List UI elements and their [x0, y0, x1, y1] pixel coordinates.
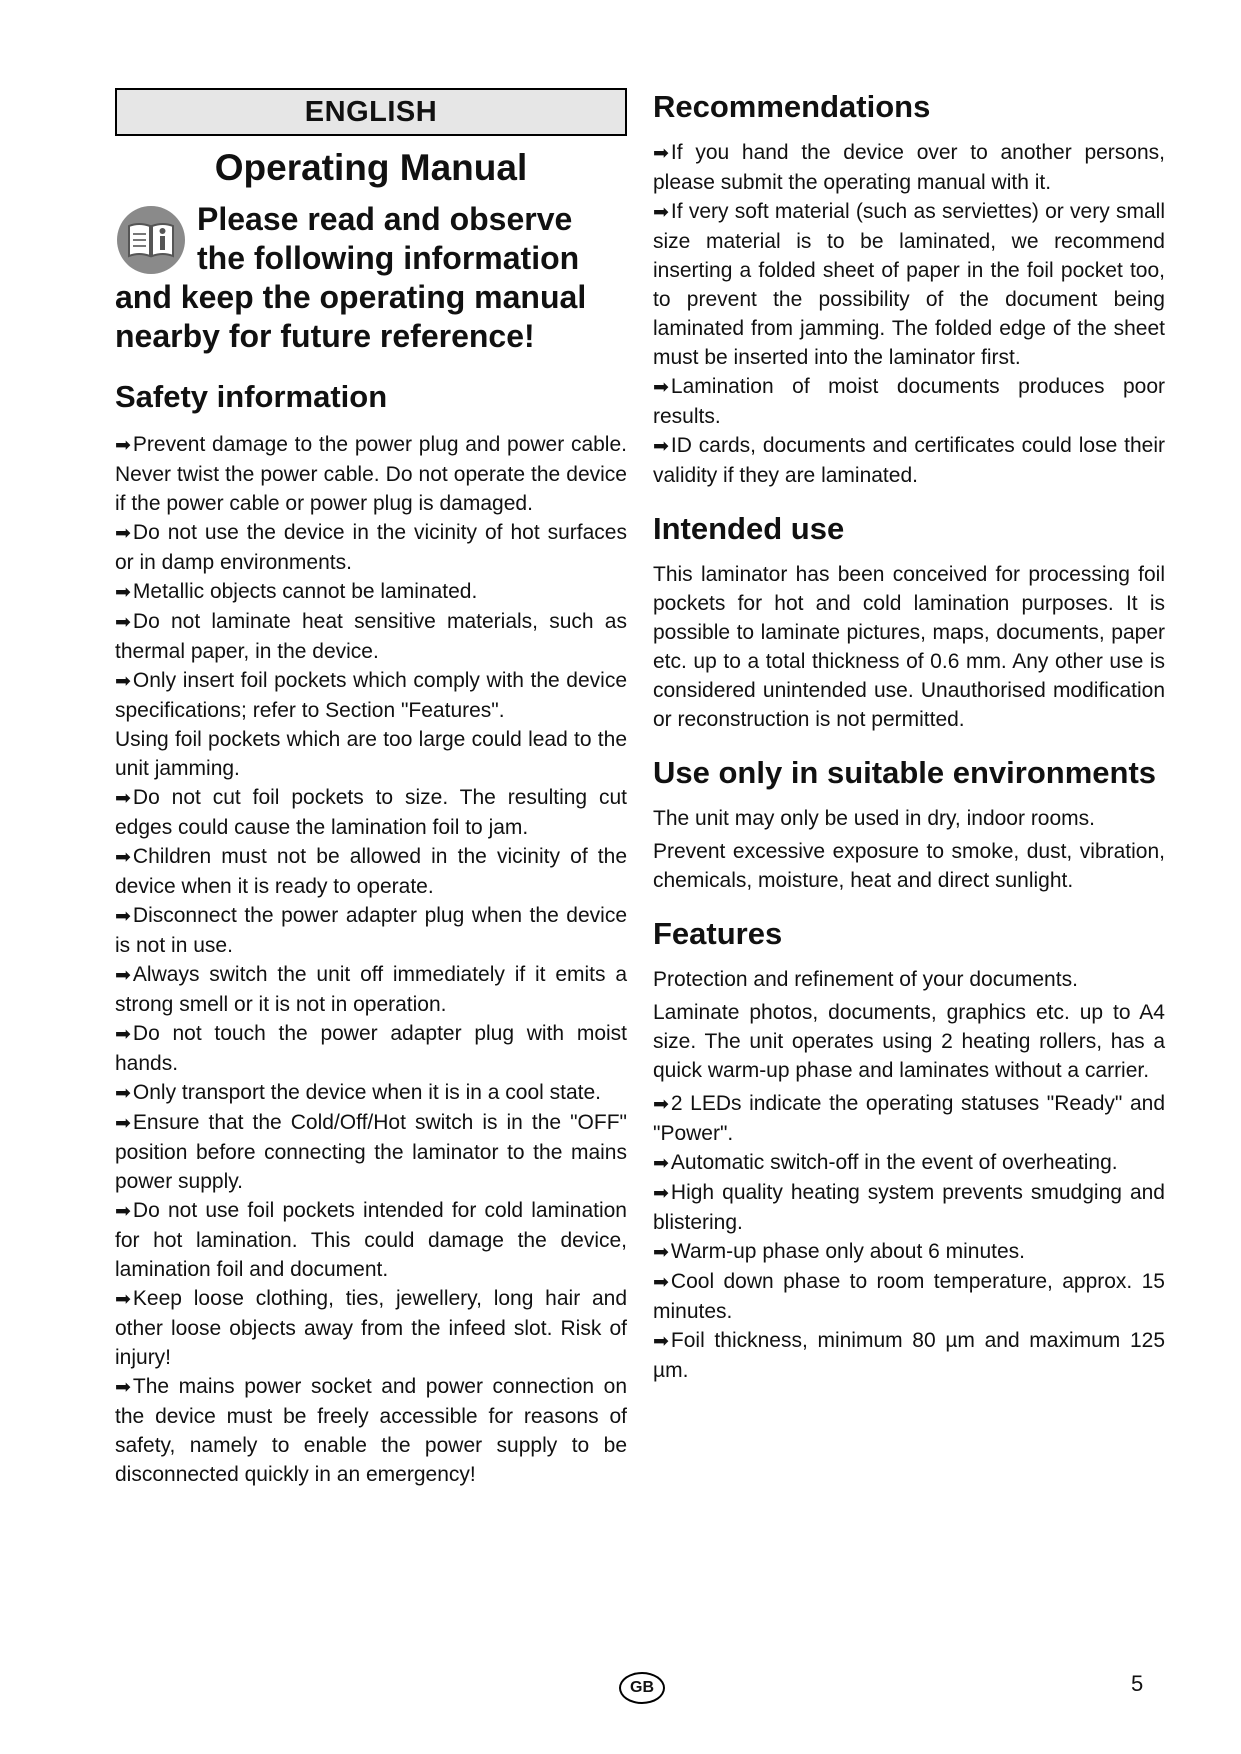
page-title: Operating Manual	[214, 147, 528, 188]
intended-use-section	[653, 510, 1165, 734]
arrow-right-icon: ➡	[115, 523, 131, 544]
list-item-text: Automatic switch-off in the event of overheating.	[670, 1151, 1118, 1174]
book-info-icon	[115, 204, 187, 276]
features-heading: Features	[653, 916, 783, 951]
list-item-text: Do not use the device in the vicinity of hot surfaces or in damp environments.	[115, 521, 627, 574]
list-item	[115, 1196, 627, 1284]
list-item	[115, 901, 627, 960]
list-item-text: Metallic objects cannot be laminated.	[132, 580, 478, 603]
list-item	[115, 783, 627, 842]
list-item-text: Ensure that the Cold/Off/Hot switch is in the "OFF" position before connecting the laminator to the mains power supply.	[115, 1111, 627, 1193]
features-list	[653, 1089, 1165, 1385]
list-item-text: Lamination of moist documents produces poor results.	[653, 375, 1165, 428]
list-item	[653, 1237, 1165, 1267]
arrow-right-icon: ➡	[653, 1094, 669, 1115]
arrow-right-icon: ➡	[115, 847, 131, 868]
list-item-text: Do not cut foil pockets to size. The resulting cut edges could cause the lamination foil to jam.	[115, 786, 627, 839]
recommendations-list	[653, 138, 1165, 490]
environments-paragraph: Prevent excessive exposure to smoke, dust, vibration, chemicals, moisture, heat and direct sunlight.	[653, 840, 1165, 892]
arrow-right-icon: ➡	[115, 1377, 131, 1398]
list-item-text: Children must not be allowed in the vicinity of the device when it is ready to operate.	[115, 845, 627, 898]
arrow-right-icon: ➡	[653, 1183, 669, 1204]
list-item-text: Prevent damage to the power plug and power cable. Never twist the power cable. Do not operate the device if the power cable or power plug is damaged.	[115, 433, 627, 515]
list-item-text: The mains power socket and power connection on the device must be freely accessible for reasons of safety, namely to enable the power supply to be disconnected quickly in an emergency!	[115, 1375, 627, 1486]
list-item	[115, 1372, 627, 1489]
list-item-text: Only transport the device when it is in a cool state.	[132, 1081, 601, 1104]
left-column	[115, 88, 627, 1509]
arrow-right-icon: ➡	[653, 1272, 669, 1293]
list-item-text: Warm-up phase only about 6 minutes.	[670, 1240, 1025, 1263]
safety-heading: Safety information	[115, 379, 388, 414]
list-item-text: Only insert foil pockets which comply with the device specifications; refer to Section "Features".	[115, 669, 627, 722]
list-item	[653, 1089, 1165, 1148]
list-item	[653, 1178, 1165, 1237]
page-number: 5	[1131, 1671, 1144, 1696]
arrow-right-icon: ➡	[115, 1289, 131, 1310]
list-item-text: Using foil pockets which are too large could lead to the unit jamming.	[115, 728, 627, 780]
list-item-text: Foil thickness, minimum 80 µm and maximum 125 µm.	[653, 1329, 1165, 1382]
safety-section	[115, 378, 627, 1489]
intended-use-heading: Intended use	[653, 511, 845, 546]
list-item-text: Disconnect the power adapter plug when the device is not in use.	[115, 904, 627, 957]
arrow-right-icon: ➡	[115, 1201, 131, 1222]
recommendations-heading: Recommendations	[653, 89, 931, 124]
list-item-text: Do not touch the power adapter plug with moist hands.	[115, 1022, 627, 1075]
list-item	[653, 1267, 1165, 1326]
arrow-right-icon: ➡	[115, 1083, 131, 1104]
country-badge	[619, 1672, 665, 1704]
list-item	[115, 518, 627, 577]
language-label	[115, 88, 627, 136]
features-section	[653, 915, 1165, 1385]
list-item	[115, 577, 627, 607]
language-label-text: ENGLISH	[304, 95, 438, 128]
right-column	[653, 88, 1165, 1405]
list-item-text: If you hand the device over to another persons, please submit the operating manual with it.	[653, 141, 1165, 194]
intro-notice	[115, 200, 627, 356]
country-badge-text: GB	[630, 1679, 654, 1696]
list-item	[115, 960, 627, 1019]
arrow-right-icon: ➡	[653, 202, 669, 223]
arrow-right-icon: ➡	[653, 1331, 669, 1352]
list-item-text: Keep loose clothing, ties, jewellery, long hair and other loose objects away from the infeed slot. Risk of injury!	[115, 1287, 627, 1369]
list-item	[115, 430, 627, 518]
environments-section	[653, 754, 1165, 895]
list-item-text: Do not use foil pockets intended for cold lamination for hot lamination. This could damage the device, lamination foil and document.	[115, 1199, 627, 1281]
arrow-right-icon: ➡	[653, 1242, 669, 1263]
list-item-text: High quality heating system prevents smudging and blistering.	[653, 1181, 1165, 1234]
arrow-right-icon: ➡	[653, 377, 669, 398]
list-item	[115, 1284, 627, 1372]
environments-paragraph: The unit may only be used in dry, indoor rooms.	[653, 807, 1095, 830]
arrow-right-icon: ➡	[653, 143, 669, 164]
list-item	[115, 1078, 627, 1108]
list-item	[115, 607, 627, 666]
recommendations-section	[653, 88, 1165, 490]
list-item	[653, 197, 1165, 372]
list-item	[115, 725, 627, 783]
arrow-right-icon: ➡	[115, 1024, 131, 1045]
list-item	[653, 431, 1165, 490]
list-item-text: Do not laminate heat sensitive materials, such as thermal paper, in the device.	[115, 610, 627, 663]
list-item	[115, 666, 627, 725]
intended-use-text: This laminator has been conceived for processing foil pockets for hot and cold lamination purposes. It is possible to laminate pictures, maps, documents, paper etc. up to a total thickness of 0.6 mm. Any other use is considered unintended use. Unauthorised modification or reconstruction is not permitted.	[653, 563, 1165, 731]
list-item-text: 2 LEDs indicate the operating statuses "Ready" and "Power".	[653, 1092, 1165, 1145]
list-item	[653, 1326, 1165, 1385]
arrow-right-icon: ➡	[115, 1113, 131, 1134]
arrow-right-icon: ➡	[115, 671, 131, 692]
list-item-text: If very soft material (such as serviettes) or very small size material is to be laminated, we recommend inserting a folded sheet of paper in the foil pocket too, to prevent the possibility of the document being laminated from jamming. The folded edge of the sheet must be inserted into the laminator first.	[653, 200, 1165, 369]
list-item	[115, 842, 627, 901]
arrow-right-icon: ➡	[115, 435, 131, 456]
arrow-right-icon: ➡	[115, 788, 131, 809]
environments-heading: Use only in suitable environments	[653, 755, 1157, 790]
list-item-text: ID cards, documents and certificates could lose their validity if they are laminated.	[653, 434, 1165, 487]
list-item-text: Always switch the unit off immediately if it emits a strong smell or it is not in operation.	[115, 963, 627, 1016]
list-item	[115, 1108, 627, 1196]
list-item	[653, 138, 1165, 197]
list-item	[653, 372, 1165, 431]
list-item-text: Cool down phase to room temperature, approx. 15 minutes.	[653, 1270, 1165, 1323]
features-paragraph: Laminate photos, documents, graphics etc. up to A4 size. The unit operates using 2 heating rollers, has a quick warm-up phase and laminates without a carrier.	[653, 1001, 1165, 1082]
arrow-right-icon: ➡	[115, 965, 131, 986]
intro-text: Please read and observe the following information and keep the operating manual nearby for future reference!	[115, 201, 587, 354]
features-paragraph: Protection and refinement of your documents.	[653, 968, 1078, 991]
arrow-right-icon: ➡	[115, 582, 131, 603]
arrow-right-icon: ➡	[115, 906, 131, 927]
list-item	[115, 1019, 627, 1078]
arrow-right-icon: ➡	[653, 1153, 669, 1174]
safety-list	[115, 430, 627, 1489]
list-item	[653, 1148, 1165, 1178]
arrow-right-icon: ➡	[115, 612, 131, 633]
arrow-right-icon: ➡	[653, 436, 669, 457]
